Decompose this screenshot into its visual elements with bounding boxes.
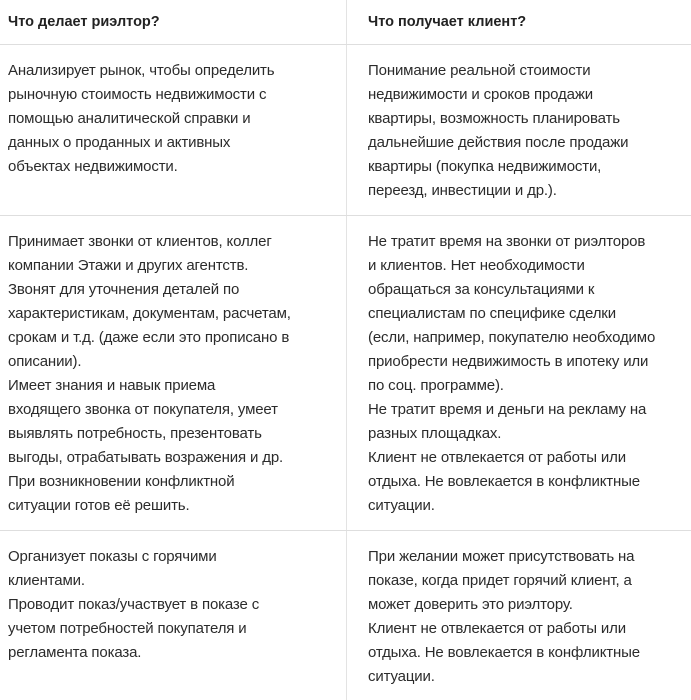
cell-text-line: показе, когда придет горячий клиент, а: [368, 572, 632, 589]
cell-text-line: выявлять потребность, презентовать: [8, 425, 262, 442]
cell-text-line: квартиры (покупка недвижимости,: [368, 158, 602, 175]
cell-text-line: регламента показа.: [8, 644, 142, 661]
cell-text-line: данных о проданных и активных: [8, 134, 231, 151]
realtor-cell: [0, 531, 347, 700]
cell-text-line: Анализирует рынок, чтобы определить: [8, 62, 275, 79]
cell-text-line: Проводит показ/участвует в показе с: [8, 596, 260, 613]
header-realtor-does: Что делает риэлтор?: [0, 0, 347, 44]
cell-text-line: может доверить это риэлтору.: [368, 596, 573, 613]
cell-text-line: обращаться за консультациями к: [368, 281, 595, 298]
cell-text-line: Клиент не отвлекается от работы или: [368, 449, 626, 466]
cell-text-line: рыночную стоимость недвижимости с: [8, 86, 267, 103]
cell-text-line: учетом потребностей покупателя и: [8, 620, 247, 637]
cell-text-line: объектах недвижимости.: [8, 158, 178, 175]
cell-text-line: описании).: [8, 353, 82, 370]
cell-text-line: Клиент не отвлекается от работы или: [368, 620, 626, 637]
client-cell: [347, 45, 691, 215]
cell-text-line: ситуации.: [368, 497, 435, 514]
cell-text-line: характеристикам, документам, расчетам,: [8, 305, 291, 322]
table-header-row: [0, 0, 691, 45]
cell-text-line: клиентами.: [8, 572, 85, 589]
cell-text-line: (если, например, покупателю необходимо: [368, 329, 656, 346]
cell-text-line: ситуации готов её решить.: [8, 497, 190, 514]
table-row: [0, 45, 691, 216]
cell-text-line: приобрести недвижимость в ипотеку или: [368, 353, 649, 370]
cell-text-line: Имеет знания и навык приема: [8, 377, 216, 394]
cell-text-line: Понимание реальной стоимости: [368, 62, 591, 79]
cell-text-line: выгоды, отрабатывать возражения и др.: [8, 449, 284, 466]
cell-text-line: недвижимости и сроков продажи: [368, 86, 593, 103]
cell-text-line: При возникновении конфликтной: [8, 473, 235, 490]
cell-text-line: Принимает звонки от клиентов, коллег: [8, 233, 272, 250]
cell-text-line: срокам и т.д. (даже если это прописано в: [8, 329, 290, 346]
cell-text-line: специалистам по специфике сделки: [368, 305, 616, 322]
table-row: [0, 216, 691, 531]
cell-text-line: дальнейшие действия после продажи: [368, 134, 629, 151]
cell-text-line: компании Этажи и других агентств.: [8, 257, 249, 274]
realtor-cell: [0, 45, 347, 215]
client-cell: [347, 216, 691, 530]
cell-text-line: Организует показы с горячими: [8, 548, 217, 565]
realtor-cell: [0, 216, 347, 530]
cell-text-line: по соц. программе).: [368, 377, 504, 394]
table-row: [0, 531, 691, 700]
cell-text-line: помощью аналитической справки и: [8, 110, 251, 127]
header-client-gets: Что получает клиент?: [368, 14, 527, 30]
cell-text-line: входящего звонка от покупателя, умеет: [8, 401, 278, 418]
cell-text-line: При желании может присутствовать на: [368, 548, 635, 565]
cell-text-line: Не тратит время и деньги на рекламу на: [368, 401, 647, 418]
cell-text-line: разных площадках.: [368, 425, 502, 442]
cell-text-line: отдыха. Не вовлекается в конфликтные: [368, 473, 640, 490]
cell-text-line: Не тратит время на звонки от риэлторов: [368, 233, 646, 250]
cell-text-line: и клиентов. Нет необходимости: [368, 257, 585, 274]
cell-text-line: Звонят для уточнения деталей по: [8, 281, 240, 298]
cell-text-line: переезд, инвестиции и др.).: [368, 182, 557, 199]
client-cell: [347, 531, 691, 700]
cell-text-line: квартиры, возможность планировать: [368, 110, 620, 127]
cell-text-line: отдыха. Не вовлекается в конфликтные: [368, 644, 640, 661]
cell-text-line: ситуации.: [368, 668, 435, 685]
